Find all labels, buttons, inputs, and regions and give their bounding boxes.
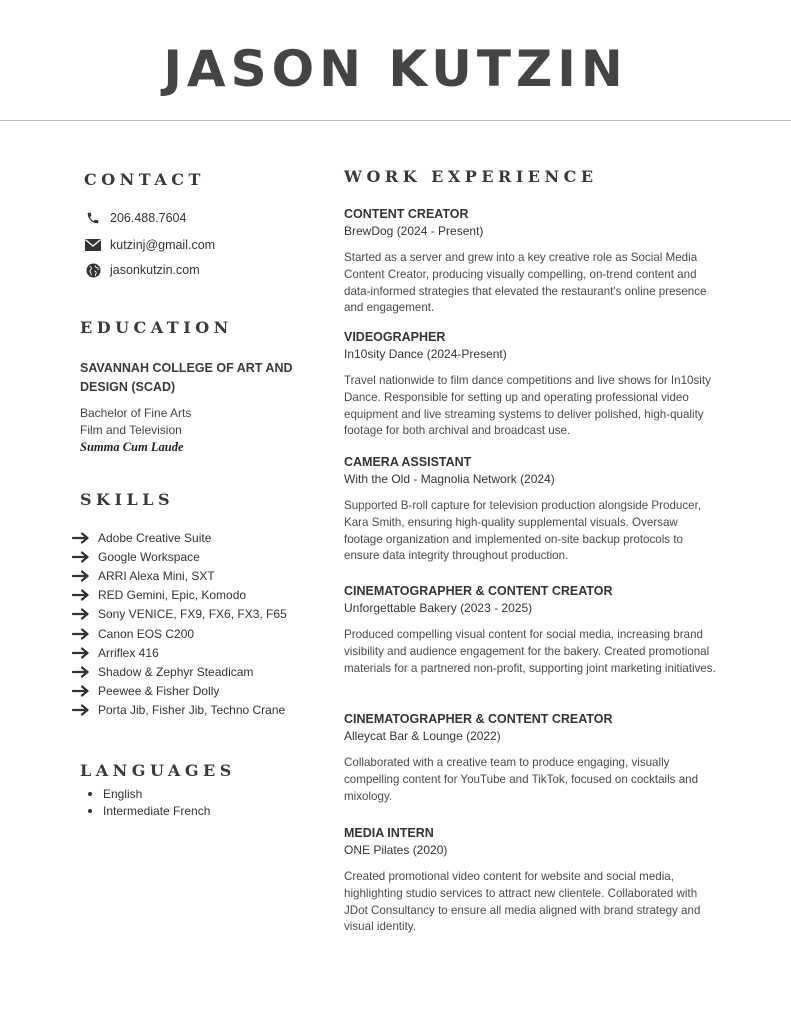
skill-item <box>72 605 287 624</box>
language-label: English <box>103 787 143 802</box>
skill-label: Arriflex 416 <box>98 645 159 660</box>
job-organization: Unforgettable Bakery (2023 - 2025) <box>344 601 533 615</box>
job-description: Supported B-roll capture for television production alongside Producer, Kara Smith, ensuring high-quality supplemental visuals. Oversaw footage organization and implemented on-site backup protocols to ensure data integrity throughout production. <box>344 499 702 563</box>
education-heading: EDUCATION <box>80 318 233 337</box>
skill-label: RED Gemini, Epic, Komodo <box>98 588 247 603</box>
skill-item <box>72 701 287 720</box>
phone-number: 206.488.7604 <box>110 211 187 225</box>
skill-label: Porta Jib, Fisher Jib, Techno Crane <box>98 703 286 718</box>
arrow-right-icon <box>72 685 90 697</box>
job-entry <box>344 453 716 565</box>
skill-label: Canon EOS C200 <box>98 626 195 641</box>
email-address[interactable]: kutzinj@gmail.com <box>110 238 216 252</box>
skill-item <box>72 547 287 566</box>
skill-label: Adobe Creative Suite <box>98 530 212 545</box>
contact-phone <box>84 211 186 225</box>
job-title: CINEMATOGRAPHER & CONTENT CREATOR <box>344 712 613 726</box>
arrow-right-icon <box>72 628 90 640</box>
skill-item <box>72 662 287 681</box>
job-title: VIDEOGRAPHER <box>344 330 446 344</box>
skill-item <box>72 566 287 585</box>
job-description: Started as a server and grew into a key creative role as Social Media Content Creator, producing visually compelling, on-trend content and data-informed strategies that elevated the restaurant's online presence and engagement. <box>344 251 707 315</box>
contact-website <box>84 263 200 277</box>
job-organization: BrewDog (2024 - Present) <box>344 224 484 238</box>
arrow-right-icon <box>72 532 90 544</box>
skill-item <box>72 643 287 662</box>
contact-email <box>84 238 215 252</box>
work-experience-heading: WORK EXPERIENCE <box>344 167 598 186</box>
arrow-right-icon <box>72 647 90 659</box>
arrow-right-icon <box>72 551 90 563</box>
skill-item <box>72 586 287 605</box>
arrow-right-icon <box>72 570 90 582</box>
job-title: CAMERA ASSISTANT <box>344 455 472 469</box>
job-title: CINEMATOGRAPHER & CONTENT CREATOR <box>344 584 613 598</box>
job-description: Travel nationwide to film dance competitions and live shows for In10sity Dance. Responsible for setting up and operating professional video equipment and live streaming systems to deliver polished, high-quality footage for both archival and broadcast use. <box>344 374 711 438</box>
website-url[interactable]: jasonkutzin.com <box>110 263 200 277</box>
globe-icon <box>84 263 102 277</box>
job-title: MEDIA INTERN <box>344 826 434 840</box>
phone-icon <box>84 211 102 225</box>
languages-heading: LANGUAGES <box>80 761 236 780</box>
job-entry <box>344 582 716 677</box>
job-entry <box>344 824 716 936</box>
job-organization: With the Old - Magnolia Network (2024) <box>344 472 555 486</box>
resume-name: JASON KUTZIN <box>163 40 628 98</box>
envelope-icon <box>84 238 102 252</box>
skill-label: ARRI Alexa Mini, SXT <box>98 568 215 583</box>
degree: Bachelor of Fine Arts <box>80 406 192 420</box>
job-description: Created promotional video content for website and social media, highlighting studio services to attract new clientele. Collaborated with JDot Consultancy to ensure all media aligned with brand strategy and visual identity. <box>344 870 701 934</box>
school-name: SAVANNAH COLLEGE OF ART AND DESIGN (SCAD) <box>80 361 293 394</box>
skill-label: Peewee & Fisher Dolly <box>98 684 220 699</box>
job-entry <box>344 328 716 440</box>
skill-item <box>72 528 287 547</box>
skill-item <box>72 624 287 643</box>
skill-label: Sony VENICE, FX9, FX6, FX3, F65 <box>98 607 287 622</box>
job-title: CONTENT CREATOR <box>344 207 469 221</box>
contact-heading: CONTACT <box>84 170 205 189</box>
skills-heading: SKILLS <box>80 490 174 509</box>
job-description: Collaborated with a creative team to produce engaging, visually compelling content for YouTube and TikTok, focused on cocktails and mixology. <box>344 756 699 803</box>
language-label: Intermediate French <box>103 803 211 818</box>
major: Film and Television <box>80 423 182 437</box>
job-organization: ONE Pilates (2020) <box>344 843 448 857</box>
skill-label: Google Workspace <box>98 549 200 564</box>
job-organization: In10sity Dance (2024-Present) <box>344 347 507 361</box>
job-entry <box>344 205 716 317</box>
skills-list <box>72 528 287 720</box>
header-divider <box>0 120 791 121</box>
bullet-icon <box>88 792 92 796</box>
arrow-right-icon <box>72 704 90 716</box>
arrow-right-icon <box>72 589 90 601</box>
languages-list <box>88 786 210 819</box>
skill-label: Shadow & Zephyr Steadicam <box>98 664 254 679</box>
skill-item <box>72 682 287 701</box>
job-entry <box>344 710 716 805</box>
arrow-right-icon <box>72 666 90 678</box>
language-item <box>88 803 210 820</box>
job-description: Produced compelling visual content for social media, increasing brand visibility and audience engagement for the bakery. Created promotional materials for a partnered non-profit, supporting joint marketing initiatives. <box>344 628 716 675</box>
job-organization: Alleycat Bar & Lounge (2022) <box>344 729 501 743</box>
language-item <box>88 786 210 803</box>
arrow-right-icon <box>72 608 90 620</box>
honor: Summa Cum Laude <box>80 440 184 454</box>
bullet-icon <box>88 809 92 813</box>
